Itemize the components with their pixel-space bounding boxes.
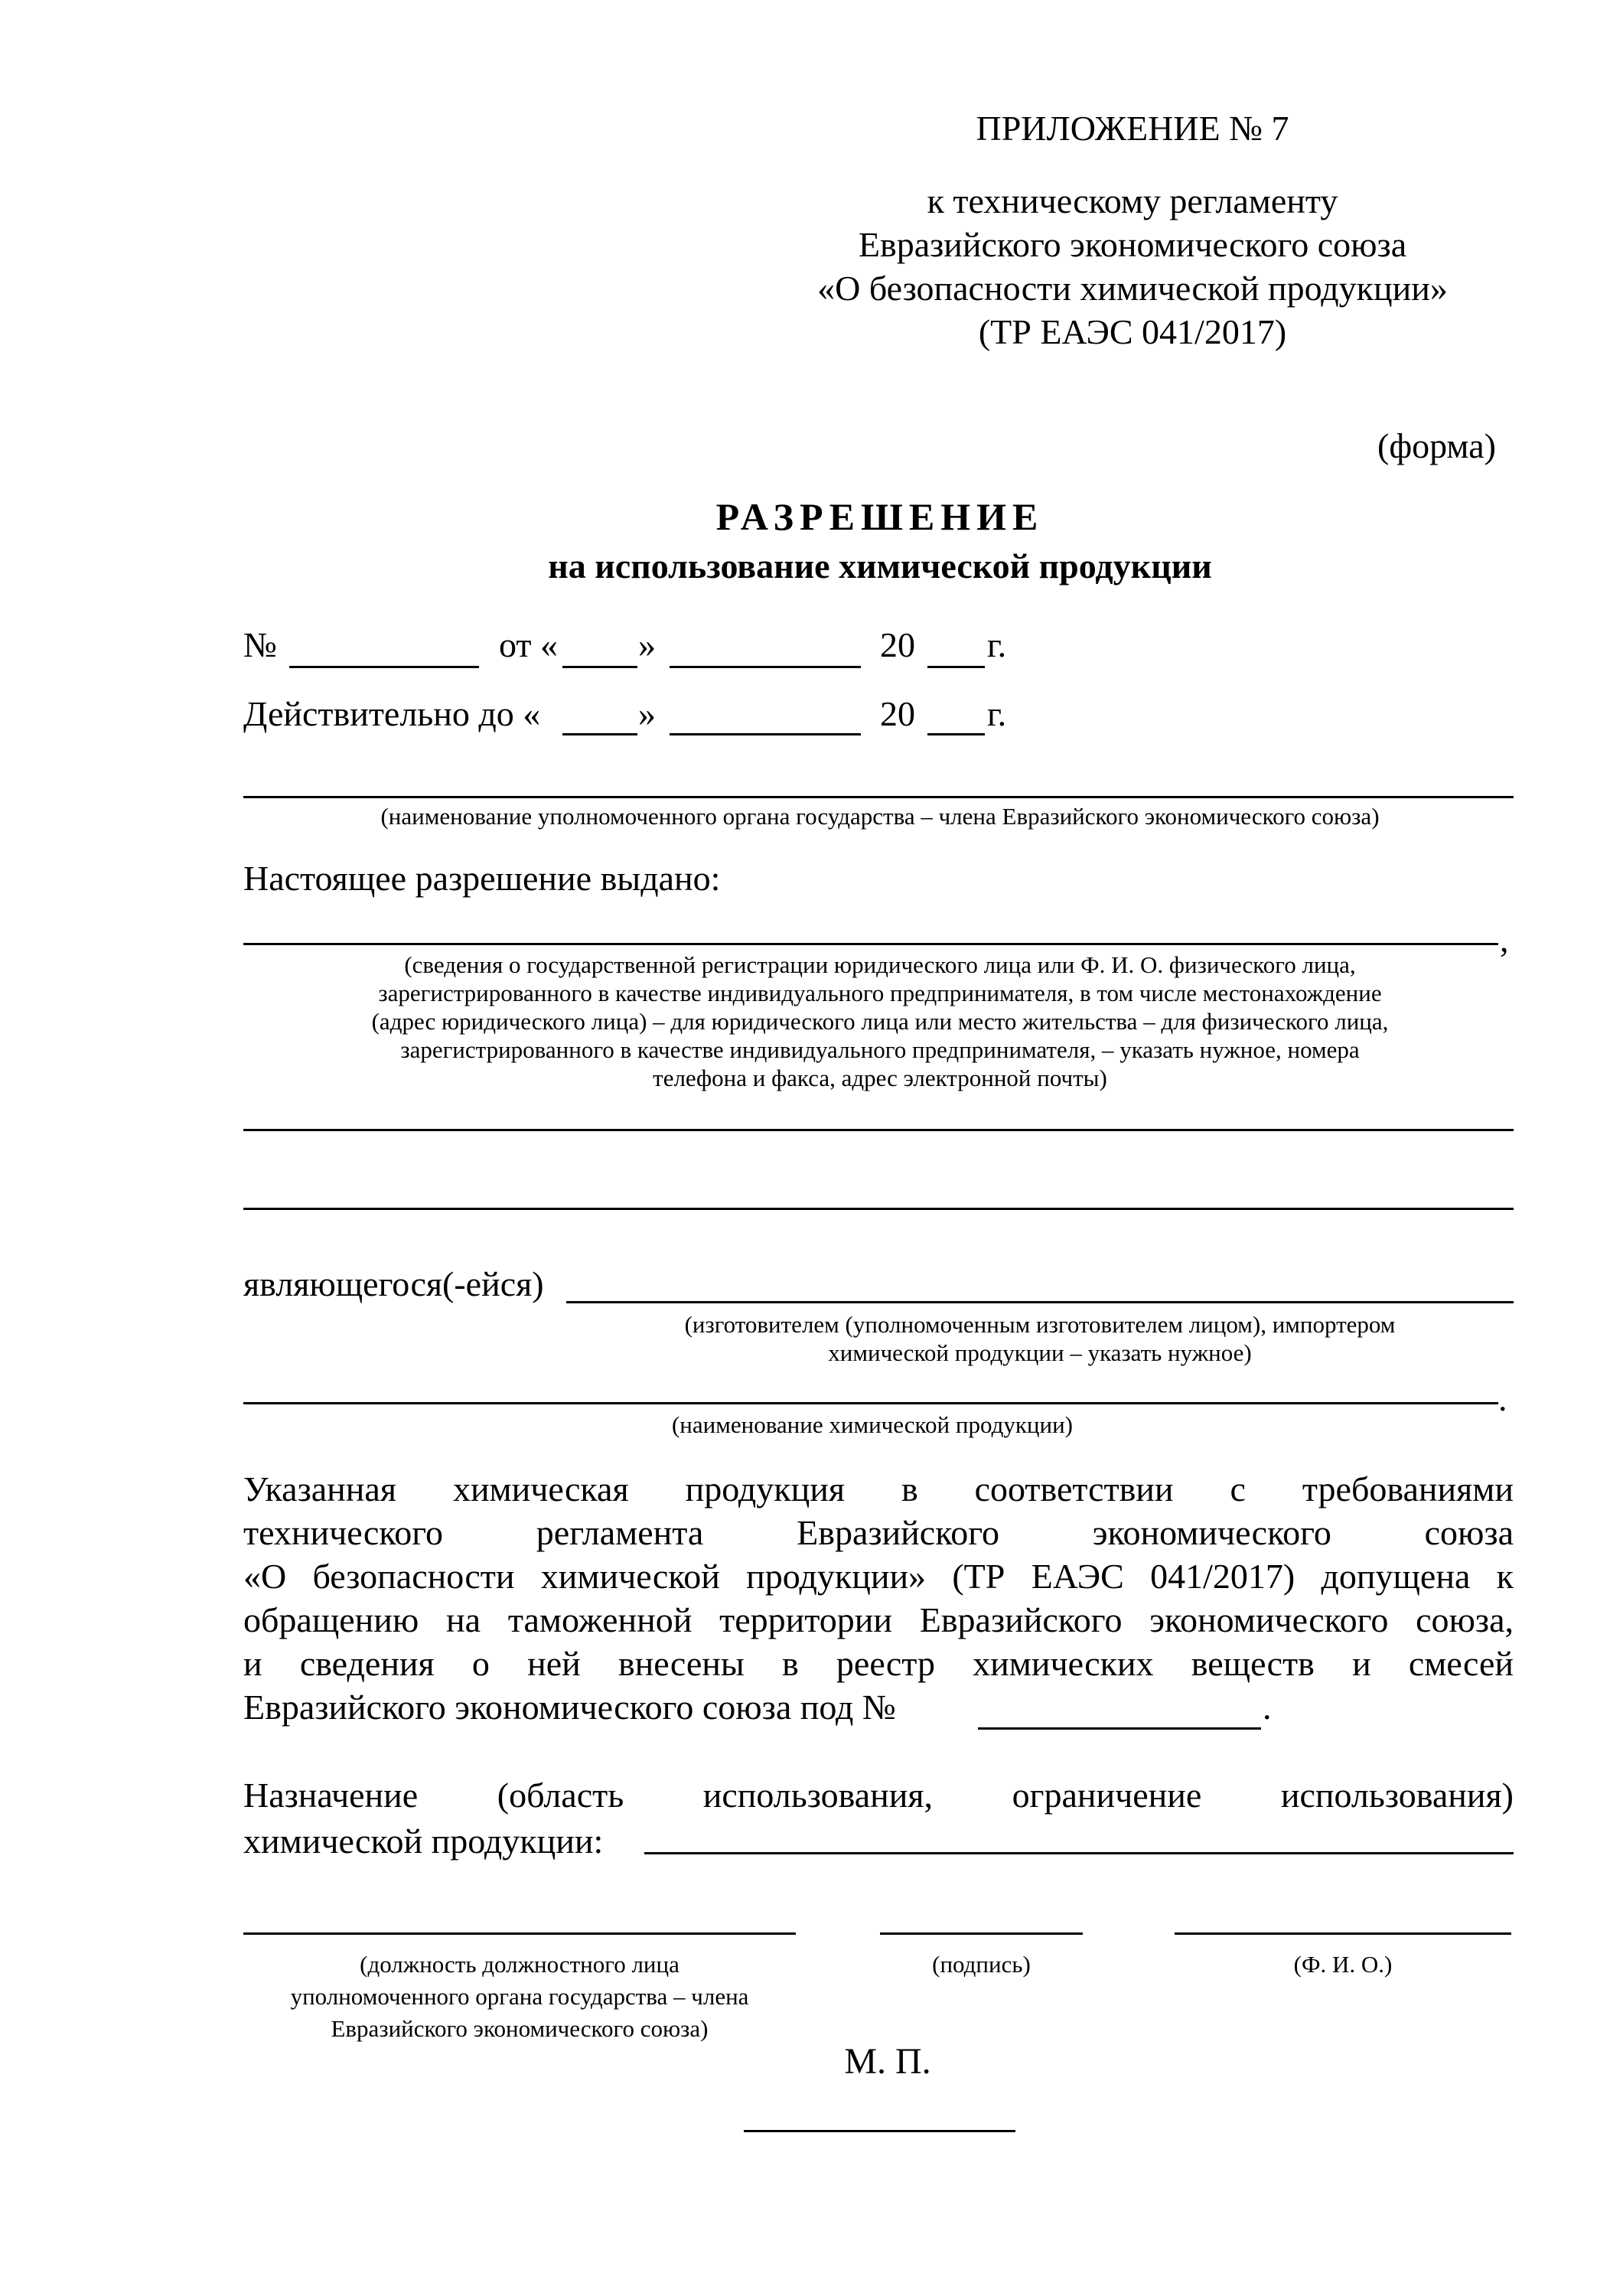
number-label: № xyxy=(243,625,277,664)
year-prefix: 20 xyxy=(880,625,915,664)
purpose-label: химической продукции: xyxy=(243,1821,604,1861)
issue-month-field[interactable] xyxy=(670,666,861,668)
statement-line-2: технического регламента Евразийского экономического союза xyxy=(243,1513,1514,1552)
statement-line-3: «О безопасности химической продукции» (ТР ЕАЭС 041/2017) допущена к xyxy=(243,1557,1514,1596)
statement-period: . xyxy=(1263,1688,1272,1727)
registry-number-field[interactable] xyxy=(978,1727,1261,1730)
position-field[interactable] xyxy=(243,1932,796,1935)
issued-to-field[interactable] xyxy=(243,943,1498,945)
document-subtitle: на использование химической продукции xyxy=(548,546,1212,585)
statement-line-1: Указанная химическая продукция в соответствии с требованиями xyxy=(243,1469,1514,1508)
purpose-line-1: Назначение (область использования, ограничение использования) xyxy=(243,1776,1514,1815)
closing-divider xyxy=(744,2130,1015,2132)
form-note: (форма) xyxy=(1377,426,1496,465)
issued-to-caption-5: телефона и факса, адрес электронной почты) xyxy=(653,1065,1107,1091)
role-label: являющегося(-ейся) xyxy=(243,1264,544,1303)
statement-line-5: и сведения о ней внесены в реестр химических веществ и смесей xyxy=(243,1644,1514,1683)
issued-to-caption-2: зарегистрированного в качестве индивидуального предпринимателя, в том числе местонахождение xyxy=(378,980,1382,1006)
valid-quote-close: » xyxy=(638,694,656,733)
authority-caption: (наименование уполномоченного органа государства – члена Евразийского экономического союза) xyxy=(380,803,1380,830)
valid-year-suffix: г. xyxy=(987,694,1007,733)
appendix-title: ПРИЛОЖЕНИЕ № 7 xyxy=(976,109,1289,148)
issued-to-caption-1: (сведения о государственной регистрации юридического лица или Ф. И. О. физического лица, xyxy=(404,951,1356,978)
header-line-2: Евразийского экономического союза xyxy=(858,225,1407,264)
header-line-4: (ТР ЕАЭС 041/2017) xyxy=(978,312,1287,351)
statement-line-4: обращению на таможенной территории Евразийского экономического союза, xyxy=(243,1600,1514,1639)
valid-day-field[interactable] xyxy=(562,733,637,735)
year-suffix: г. xyxy=(987,625,1007,664)
issued-to-label: Настоящее разрешение выдано: xyxy=(243,859,721,898)
valid-year-prefix: 20 xyxy=(880,694,915,733)
issued-to-caption-4: зарегистрированного в качестве индивидуального предпринимателя, – указать нужное, номера xyxy=(400,1036,1360,1063)
full-name-caption: (Ф. И. О.) xyxy=(1293,1951,1393,1978)
position-caption-3: Евразийского экономического союза) xyxy=(331,2015,709,2042)
signature-caption: (подпись) xyxy=(932,1951,1031,1978)
product-period: . xyxy=(1498,1379,1507,1418)
valid-until-label: Действительно до « xyxy=(243,694,541,733)
purpose-field[interactable] xyxy=(644,1852,1514,1854)
issued-to-field-3[interactable] xyxy=(243,1208,1514,1210)
authority-field[interactable] xyxy=(243,796,1514,798)
role-caption-1: (изготовителем (уполномоченным изготовителем лицом), импортером xyxy=(684,1311,1396,1338)
product-caption: (наименование химической продукции) xyxy=(671,1411,1074,1438)
number-field[interactable] xyxy=(289,666,479,668)
document-title: РАЗРЕШЕНИЕ xyxy=(715,495,1045,538)
position-caption-1: (должность должностного лица xyxy=(360,1951,680,1978)
role-field[interactable] xyxy=(566,1301,1514,1303)
header-line-3: «О безопасности химической продукции» xyxy=(817,269,1448,308)
from-label: от « xyxy=(499,625,558,664)
product-name-field[interactable] xyxy=(243,1402,1498,1404)
issue-day-field[interactable] xyxy=(562,666,637,668)
statement-last-line: Евразийского экономического союза под № xyxy=(243,1688,896,1727)
valid-month-field[interactable] xyxy=(670,733,861,735)
full-name-field[interactable] xyxy=(1175,1932,1511,1935)
signature-field[interactable] xyxy=(880,1932,1083,1935)
stamp-placeholder: М. П. xyxy=(844,2041,931,2082)
valid-year-field[interactable] xyxy=(927,733,985,735)
issue-year-field[interactable] xyxy=(927,666,985,668)
header-line-1: к техническому регламенту xyxy=(927,181,1338,220)
quote-close: » xyxy=(638,625,656,664)
issued-to-caption-3: (адрес юридического лица) – для юридического лица или место жительства – для физического лица, xyxy=(371,1008,1389,1035)
issued-to-field-2[interactable] xyxy=(243,1129,1514,1131)
issued-to-comma: , xyxy=(1500,920,1509,959)
position-caption-2: уполномоченного органа государства – члена xyxy=(290,1983,749,2010)
role-caption-2: химической продукции – указать нужное) xyxy=(828,1339,1252,1366)
